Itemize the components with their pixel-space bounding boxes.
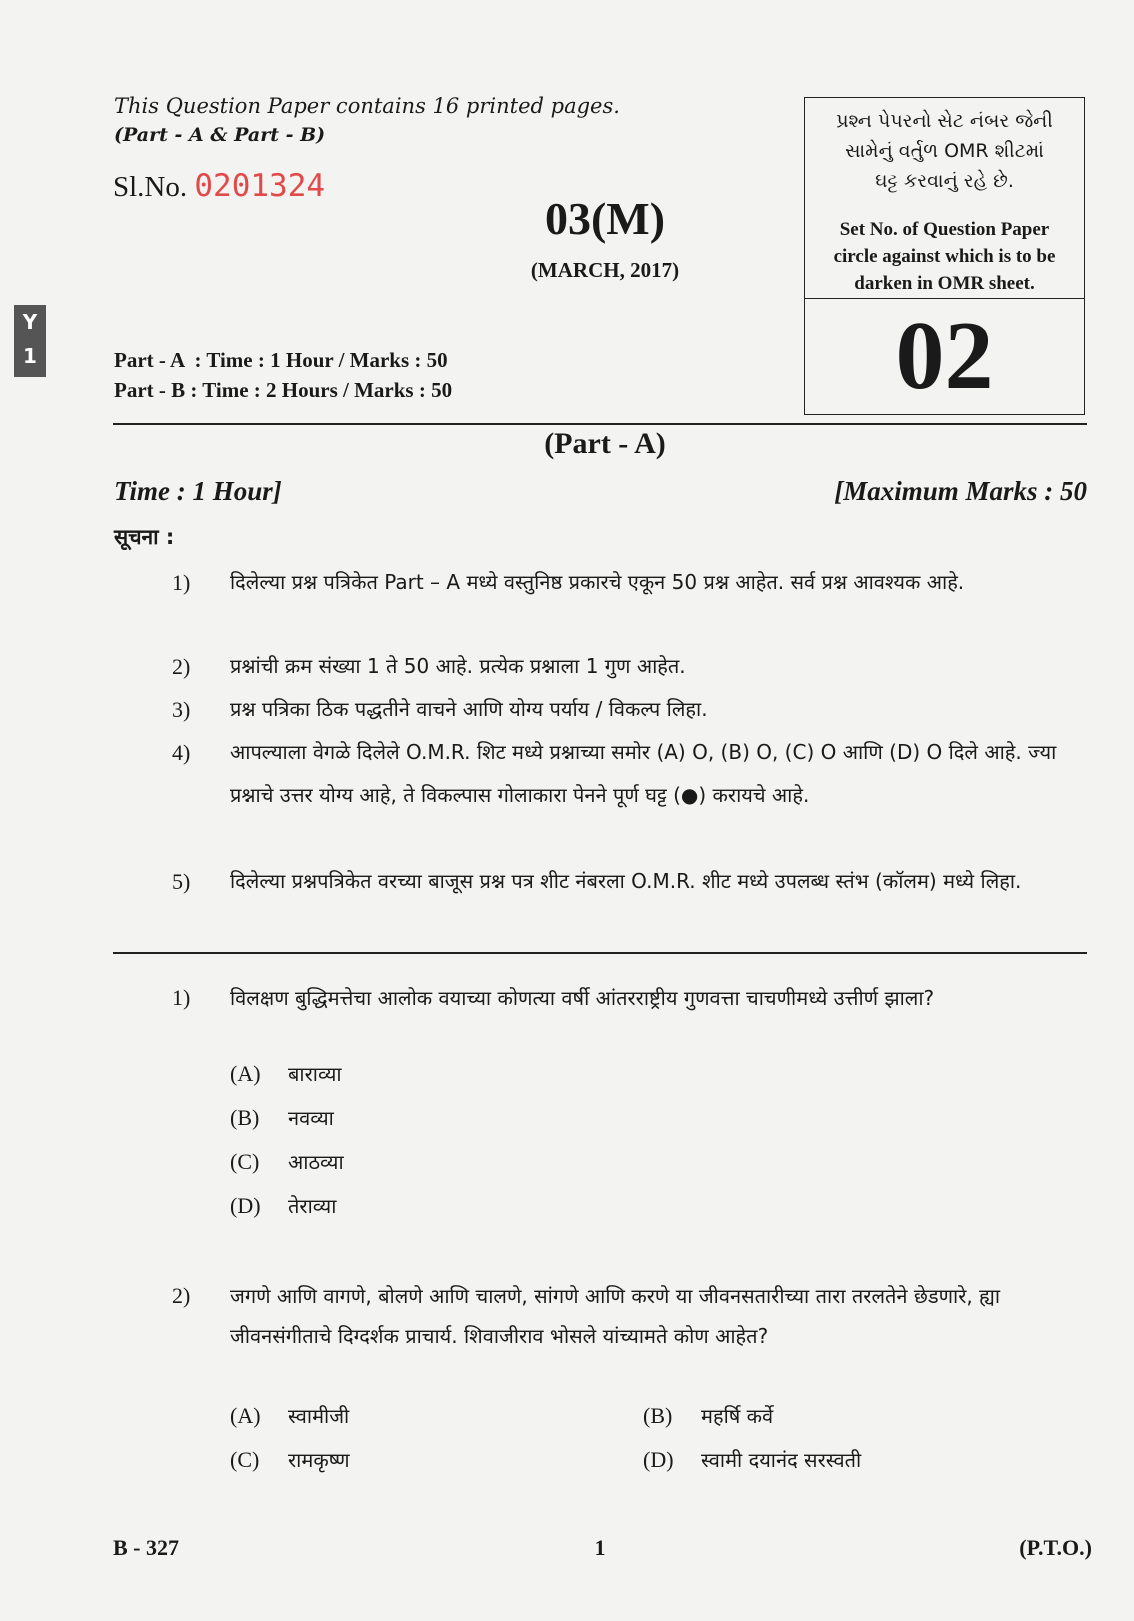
option-label: (D) bbox=[643, 1447, 674, 1472]
instruction-text: प्रश्नांची क्रम संख्या 1 ते 50 आहे. प्रत्येक प्रश्नाला 1 गुण आहेत. bbox=[230, 654, 686, 678]
option-2a[interactable] bbox=[230, 1402, 349, 1429]
instruction-item bbox=[172, 645, 1088, 688]
option-1d[interactable] bbox=[230, 1192, 336, 1219]
instruction-number: 1) bbox=[172, 570, 191, 595]
instruction-number: 4) bbox=[172, 740, 191, 765]
option-label: (B) bbox=[230, 1105, 260, 1130]
part-a-timing: Part - A : Time : 1 Hour / Marks : 50 bbox=[114, 348, 448, 372]
option-label: (A) bbox=[230, 1403, 261, 1428]
option-label: (B) bbox=[643, 1403, 673, 1428]
question-number: 2) bbox=[172, 1283, 191, 1308]
gujarati-line: પ્રશ્ન પેપરનો સેટ નંબર જેની bbox=[836, 110, 1053, 132]
instruction-number: 5) bbox=[172, 869, 191, 894]
instructions-divider bbox=[113, 952, 1087, 954]
side-tab: Y 1 bbox=[14, 305, 46, 377]
instruction-item bbox=[172, 561, 1088, 604]
gujarati-line: ઘટ્ટ કરવાનું રહે છે. bbox=[875, 170, 1014, 192]
option-label: (A) bbox=[230, 1061, 261, 1086]
option-text: तेराव्या bbox=[288, 1194, 337, 1218]
option-2d[interactable] bbox=[643, 1446, 861, 1473]
question-text: विलक्षण बुद्धिमत्तेचा आलोक वयाच्या कोणत्या वर्षी आंतरराष्ट्रीय गुणवत्ता चाचणीमध्ये उत्तीर्ण झाला? bbox=[230, 986, 935, 1010]
english-line: circle against which is to be bbox=[833, 246, 1056, 267]
instruction-number: 3) bbox=[172, 697, 191, 722]
parts-note: (Part - A & Part - B) bbox=[114, 124, 326, 146]
option-label: (D) bbox=[230, 1193, 261, 1218]
pto-label: (P.T.O.) bbox=[1019, 1535, 1092, 1560]
question-number: 1) bbox=[172, 985, 191, 1010]
page-number: 1 bbox=[594, 1535, 606, 1560]
option-2c[interactable] bbox=[230, 1446, 350, 1473]
instruction-text: दिलेल्या प्रश्न पत्रिकेत Part – A मध्ये वस्तुनिष्ठ प्रकारचे एकून 50 प्रश्न आहेत. सर्व प्रश्न आवश्यक आहे. bbox=[230, 570, 965, 594]
serial-label: Sl.No. bbox=[113, 171, 188, 203]
instruction-text: दिलेल्या प्रश्नपत्रिकेत वरच्या बाजूस प्रश्न पत्र शीट नंबरला O.M.R. शीट मध्ये उपलब्ध स्तंभ (कॉलम) मध्ये लिहा. bbox=[230, 869, 1022, 893]
paper-code: 03(M) bbox=[544, 193, 666, 244]
instruction-item bbox=[172, 688, 1088, 731]
english-line: Set No. of Question Paper bbox=[839, 219, 1050, 240]
instruction-text: आपल्याला वेगळे दिलेले O.M.R. शिट मध्ये प्रश्नाच्या समोर (A) O, (B) O, (C) O आणि (D) O दिले आहे. ज्या प्रश्नाचे उत्तर योग्य आहे, ते विकल्पास गोलाकारा पेनने पूर्ण घट्ट (●) करायचे आहे. bbox=[230, 740, 1057, 807]
set-number-box bbox=[804, 97, 1085, 415]
option-text: नवव्या bbox=[288, 1106, 334, 1130]
option-text: बाराव्या bbox=[288, 1062, 342, 1086]
instruction-item bbox=[172, 731, 1088, 817]
instructions-heading: सूचना : bbox=[114, 525, 175, 549]
option-2b[interactable] bbox=[643, 1402, 773, 1429]
instruction-text: प्रश्न पत्रिका ठिक पद्धतीने वाचने आणि योग्य पर्याय / विकल्प लिहा. bbox=[230, 697, 708, 721]
pages-note: This Question Paper contains 16 printed pages. bbox=[114, 94, 620, 118]
instruction-number: 2) bbox=[172, 654, 191, 679]
option-text: महर्षि कर्वे bbox=[701, 1404, 774, 1428]
set-number: 02 bbox=[895, 302, 994, 410]
timing-block bbox=[114, 345, 452, 405]
question-text: जगणे आणि वागणे, बोलणे आणि चालणे, सांगणे आणि करणे या जीवनसतारीच्या तारा तरलतेने छेडणारे, ह्या जीवनसंगीताचे दिग्दर्शक प्राचार्य. शिवाजीराव भोसले यांच्यामते कोण आहेत? bbox=[230, 1284, 1001, 1348]
section-title: (Part - A) bbox=[544, 427, 666, 460]
part-b-timing: Part - B : Time : 2 Hours / Marks : 50 bbox=[114, 378, 453, 402]
question-1 bbox=[172, 978, 1088, 1018]
option-label: (C) bbox=[230, 1447, 260, 1472]
option-text: स्वामीजी bbox=[288, 1404, 350, 1428]
option-1a[interactable] bbox=[230, 1060, 342, 1087]
english-line: darken in OMR sheet. bbox=[854, 273, 1035, 294]
option-1c[interactable] bbox=[230, 1148, 344, 1175]
option-text: स्वामी दयानंद सरस्वती bbox=[701, 1448, 862, 1472]
instruction-item bbox=[172, 860, 1088, 903]
top-divider bbox=[113, 423, 1087, 425]
option-text: आठव्या bbox=[288, 1150, 344, 1174]
question-2 bbox=[172, 1276, 1088, 1356]
gujarati-line: સામેનું વર્તુળ OMR શીટમાં bbox=[845, 140, 1044, 162]
exam-date: (MARCH, 2017) bbox=[530, 258, 680, 282]
max-marks-label: [Maximum Marks : 50 bbox=[834, 476, 1087, 506]
serial-value: 0201324 bbox=[194, 168, 326, 204]
option-label: (C) bbox=[230, 1149, 260, 1174]
time-label: Time : 1 Hour] bbox=[114, 476, 282, 506]
set-box-english bbox=[805, 216, 1084, 297]
option-text: रामकृष्ण bbox=[288, 1448, 350, 1472]
serial-number bbox=[113, 168, 325, 204]
footer-code: B - 327 bbox=[113, 1535, 179, 1560]
option-1b[interactable] bbox=[230, 1104, 334, 1131]
set-box-gujarati bbox=[805, 106, 1084, 196]
